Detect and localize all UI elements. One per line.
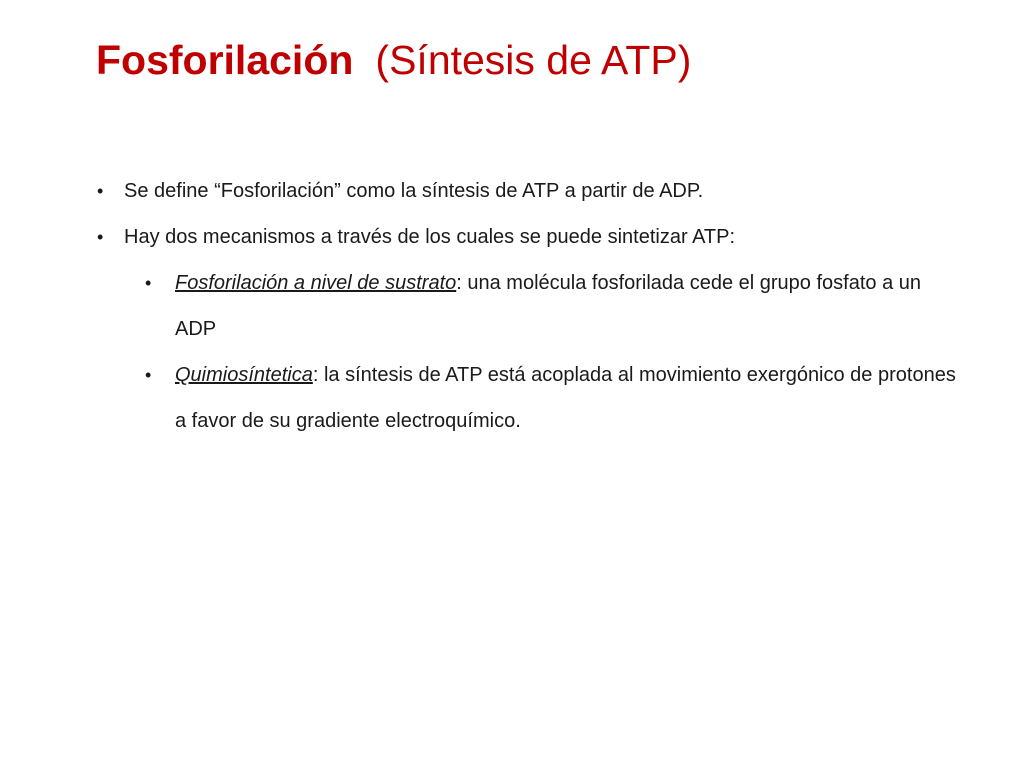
- bullet-list: [0, 168, 1024, 444]
- subbullet-text: la síntesis de ATP está acoplada al movimiento exergónico de protones a favor de su gradiente electroquímico.: [175, 364, 956, 432]
- subbullet-item-substrate: [0, 260, 1024, 352]
- bullet-icon: •: [145, 273, 152, 293]
- bullet-item-mechanisms: [0, 214, 1024, 260]
- bullet-item-definition: [0, 168, 1024, 214]
- subbullet-text: una molécula fosforilada cede el grupo fosfato a un ADP: [175, 272, 922, 340]
- bullet-icon: •: [145, 365, 152, 385]
- title-main: Fosforilación: [96, 37, 354, 83]
- term-chemiosmotic: Quimiosíntetica: [175, 364, 313, 386]
- subbullet-item-chemiosmotic: [0, 352, 1024, 444]
- bullet-text: Se define “Fosforilación” como la síntesis de ATP a partir de ADP.: [124, 180, 704, 202]
- title-subtitle: (Síntesis de ATP): [375, 37, 692, 83]
- slide-title: [96, 30, 691, 90]
- term-separator: :: [312, 364, 319, 386]
- bullet-icon: •: [97, 227, 104, 247]
- term-substrate-phosphorylation: Fosforilación a nivel de sustrato: [175, 272, 457, 294]
- bullet-icon: •: [97, 181, 104, 201]
- bullet-text: Hay dos mecanismos a través de los cuales se puede sintetizar ATP:: [124, 226, 736, 248]
- term-separator: :: [456, 272, 462, 294]
